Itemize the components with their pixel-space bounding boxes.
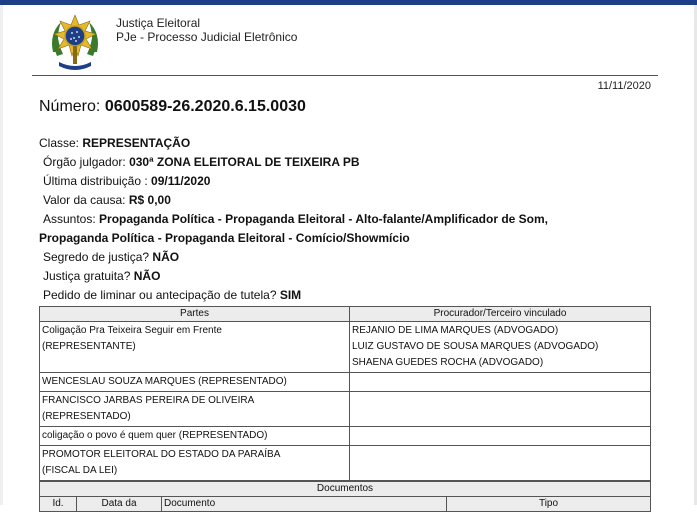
valor-label: Valor da causa: [43, 193, 126, 207]
procurador-text: REJANIO DE LIMA MARQUES (ADVOGADO) [352, 325, 559, 336]
valor-line [39, 191, 659, 210]
parte-text: (FISCAL DA LEI) [42, 465, 118, 476]
numero-value: 0600589-26.2020.6.15.0030 [104, 98, 306, 115]
parte-text: (REPRESENTANTE) [42, 341, 136, 352]
procurador-cell [350, 427, 651, 446]
segredo-label: Segredo de justiça? [43, 250, 150, 264]
table-row [40, 373, 651, 392]
docs-title: Documentos [40, 482, 651, 497]
distrib-label: Última distribuição : [43, 174, 148, 188]
assuntos-value-1: Propaganda Política - Propaganda Eleitoral - Alto-falante/Amplificador de Som, [99, 212, 549, 226]
procurador-cell [350, 373, 651, 392]
table-row [40, 446, 651, 481]
partes-header-row [40, 307, 651, 322]
parte-text: Coligação Pra Teixeira Seguir em Frente [42, 325, 222, 336]
parte-text: WENCESLAU SOUZA MARQUES (REPRESENTADO) [42, 376, 287, 387]
parte-cell [40, 446, 350, 481]
top-accent-bar [0, 0, 697, 5]
classe-value: REPRESENTAÇÃO [82, 136, 191, 150]
liminar-label: Pedido de liminar ou antecipação de tutela? [43, 288, 277, 302]
gratuita-label: Justiça gratuita? [43, 269, 131, 283]
parte-cell [40, 373, 350, 392]
parte-cell [40, 392, 350, 427]
procurador-cell [350, 446, 651, 481]
process-number [39, 98, 306, 116]
parte-text: coligação o povo é quem quer (REPRESENTADO) [42, 430, 268, 441]
procurador-text: LUIZ GUSTAVO DE SOUSA MARQUES (ADVOGADO) [352, 341, 599, 352]
left-edge [0, 5, 3, 505]
print-date: 11/11/2020 [597, 80, 651, 92]
table-row [40, 322, 651, 373]
gratuita-line [39, 267, 659, 286]
assuntos-line [39, 210, 659, 229]
orgao-value: 030ª ZONA ELEITORAL DE TEIXEIRA PB [129, 155, 360, 169]
assuntos-value-2: Propaganda Política - Propaganda Eleitoral - Comício/Showmício [39, 231, 410, 245]
header-line-2: PJe - Processo Judicial Eletrônico [116, 30, 298, 44]
site-header [116, 16, 297, 44]
brazil-coat-of-arms-icon [47, 12, 103, 74]
assuntos-line-2 [39, 229, 659, 248]
assuntos-label: Assuntos: [43, 212, 96, 226]
orgao-line [39, 153, 659, 172]
table-row [40, 392, 651, 427]
partes-column-header: Partes [40, 307, 350, 322]
docs-header-row [40, 497, 651, 512]
process-info [39, 134, 659, 305]
valor-value: R$ 0,00 [128, 193, 171, 207]
gratuita-value: NÃO [133, 269, 161, 283]
docs-id-header: Id. [40, 497, 77, 512]
procurador-text: SHAENA GUEDES ROCHA (ADVOGADO) [352, 357, 544, 368]
classe-label: Classe: [39, 136, 80, 150]
parte-cell [40, 322, 350, 373]
segredo-value: NÃO [152, 250, 180, 264]
segredo-line [39, 248, 659, 267]
procurador-cell [350, 322, 651, 373]
docs-date-header: Data da [77, 497, 162, 512]
header-line-1: Justiça Eleitoral [116, 16, 201, 30]
orgao-label: Órgão julgador: [43, 155, 126, 169]
parte-text: FRANCISCO JARBAS PEREIRA DE OLIVEIRA [42, 395, 255, 406]
partes-table [39, 306, 651, 481]
parte-cell [40, 427, 350, 446]
liminar-value: SIM [279, 288, 302, 302]
numero-label: Número: [39, 98, 101, 115]
docs-document-header: Documento [162, 497, 447, 512]
classe-line [39, 134, 659, 153]
parte-text: PROMOTOR ELEITORAL DO ESTADO DA PARAÍBA [42, 449, 281, 460]
liminar-line [39, 286, 659, 305]
parte-text: (REPRESENTADO) [42, 411, 131, 422]
docs-title-row [40, 482, 651, 497]
distrib-value: 09/11/2020 [151, 174, 211, 188]
documentos-table [39, 481, 651, 512]
table-row [40, 427, 651, 446]
procurador-cell [350, 392, 651, 427]
procurador-column-header: Procurador/Terceiro vinculado [350, 307, 651, 322]
docs-type-header: Tipo [447, 497, 651, 512]
distrib-line [39, 172, 659, 191]
header-divider [32, 75, 658, 76]
